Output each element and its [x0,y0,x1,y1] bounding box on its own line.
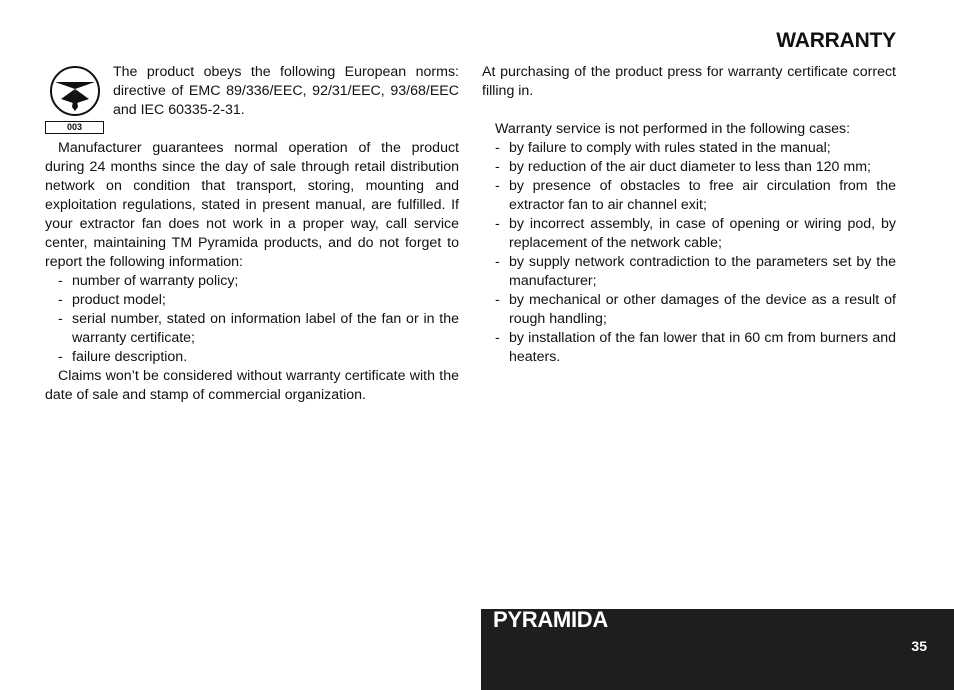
exclusions-title: Warranty service is not performed in the following cases: [495,121,851,137]
exclusions-list [482,139,896,367]
footer-bar [481,609,954,690]
required-info-list [45,272,459,367]
page-title: WARRANTY [776,29,896,52]
list-item: - by presence of obstacles to free air circulation from the extractor fan to air channel exit; [482,177,896,215]
page-number: 35 [911,638,927,654]
list-item: - number of warranty policy; [45,272,459,291]
conformity-mark-icon [45,63,105,135]
certificate-code: 003 [45,121,104,134]
right-column [482,63,896,367]
list-item: - by incorrect assembly, in case of opening or wiring pod, by replacement of the network cable; [482,215,896,253]
list-item: - by failure to comply with rules stated in the manual; [482,139,896,158]
certification-block [45,63,459,139]
purchase-paragraph: At purchasing of the product press for warranty certificate correct filling in. [482,64,896,99]
left-column [45,63,459,405]
list-item: - by mechanical or other damages of the device as a result of rough handling; [482,291,896,329]
list-item: - by reduction of the air duct diameter to less than 120 mm; [482,158,896,177]
list-item: - by installation of the fan lower that in 60 cm from burners and heaters. [482,329,896,367]
list-item: - by supply network contradiction to the parameters set by the manufacturer; [482,253,896,291]
list-item: - serial number, stated on information label of the fan or in the warranty certificate; [45,310,459,348]
guarantee-paragraph: Manufacturer guarantees normal operation of the product during 24 months since the day of sale through retail distribution network on condition that transport, storing, mounting and exploitation regulations, stated in present manual, are fulfilled. If your extractor fan does not work in a proper way, call service center, maintaining TM Pyramida products, and do not forget to report the following information: [45,140,459,270]
brand-name: PYRAMIDA [493,607,608,632]
norms-text: The product obeys the following European norms: directive of EMC 89/336/EEC, 92/31/EEC, 93/68/EEC and IEC 60335-2-31. [113,64,459,118]
list-item: - product model; [45,291,459,310]
list-item: - failure description. [45,348,459,367]
claims-paragraph: Claims won’t be considered without warranty certificate with the date of sale and stamp of commercial organization. [45,368,459,403]
